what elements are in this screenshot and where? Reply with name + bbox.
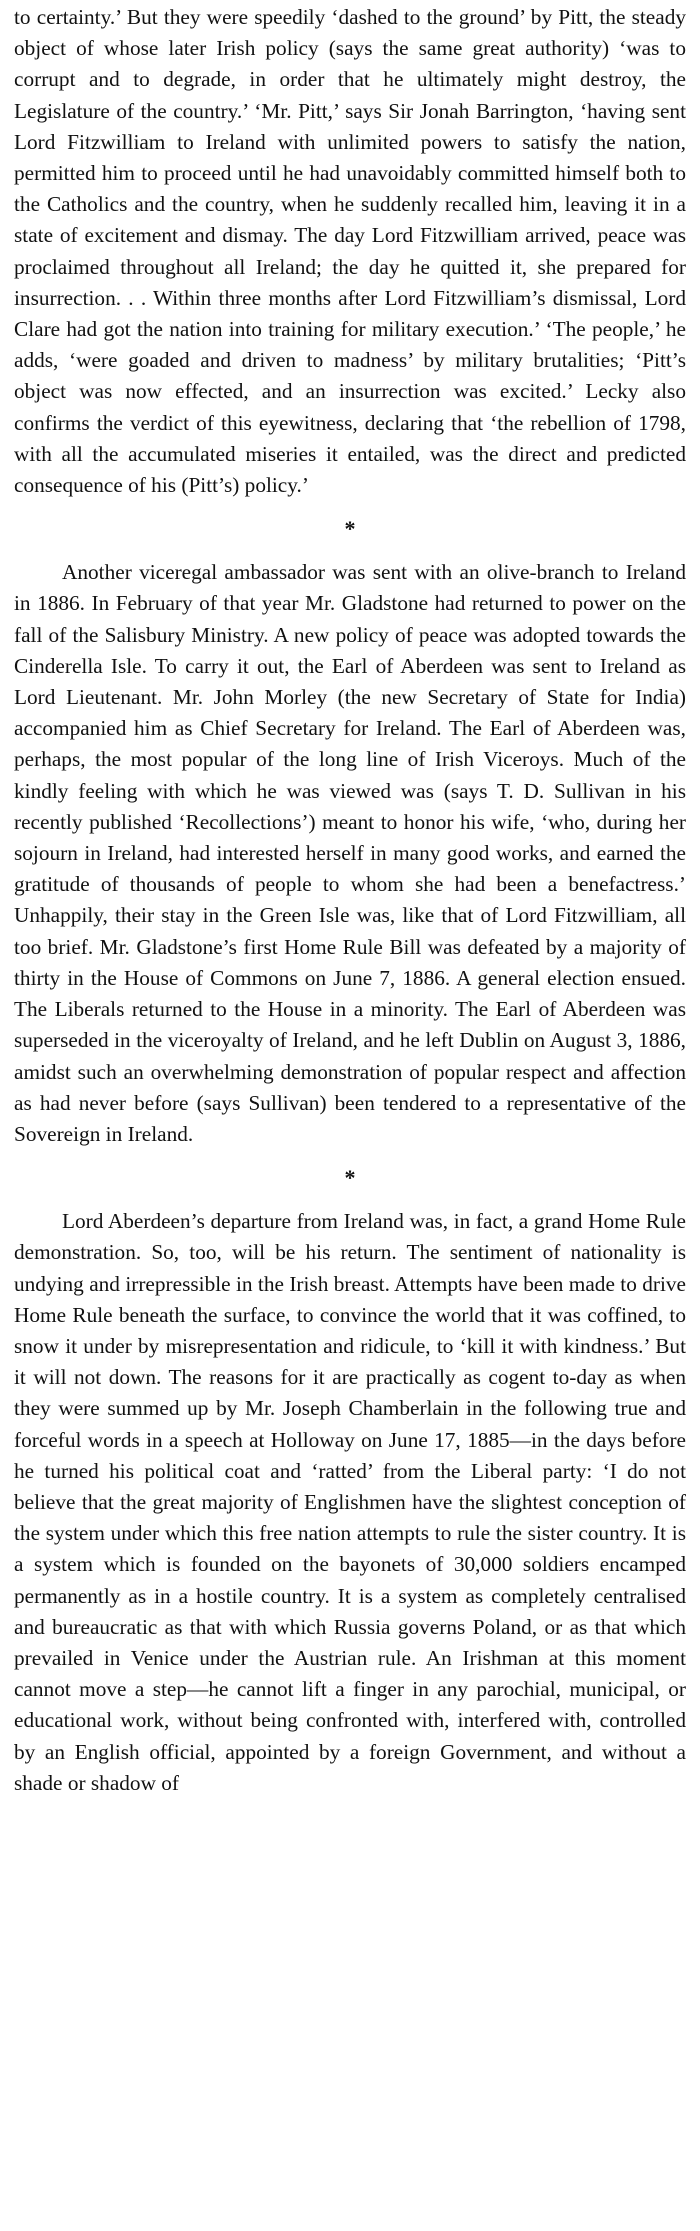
paragraph-aberdeen-1886: Another viceregal ambassador was sent with an olive-branch to Ireland in 1886. In February of that year Mr. Gladstone had returned to power on the fall of the Salisbury Ministry. A new policy of peace was adopted towards the Cinderella Isle. To carry it out, the Earl of Aberdeen was sent to Ireland as Lord Lieutenant. Mr. John Morley (the new Secretary of State for India) accompanied him as Chief Secretary for Ireland. The Earl of Aberdeen was, perhaps, the most popular of the long line of Irish Viceroys. Much of the kindly feeling with which he was viewed was (says T. D. Sullivan in his recently published ‘Recollections’) meant to honor his wife, ‘who, during her sojourn in Ireland, had interested herself in many good works, and earned the gratitude of thousands of people to whom she had been a benefactress.’ Unhappily, their stay in the Green Isle was, like that of Lord Fitzwilliam, all too brief. Mr. Gladstone’s first Home Rule Bill was defeated by a majority of thirty in the House of Commons on June 7, 1886. A general election ensued. The Liberals returned to the House in a minority. The Earl of Aberdeen was superseded in the viceroyalty of Ireland, and he left Dublin on August 3, 1886, amidst such an overwhelming demonstration of popular respect and affection as had never before (says Sullivan) been tendered to a representative of the Sovereign in Ireland.	[14, 560, 686, 1146]
paragraph-home-rule: Lord Aberdeen’s departure from Ireland was, in fact, a grand Home Rule demonstration. So, too, will be his return. The sentiment of nationality is undying and irrepressible in the Irish breast. Attempts have been made to drive Home Rule beneath the surface, to convince the world that it was coffined, to snow it under by misrepresentation and ridicule, to ‘kill it with kindness.’ But it will not down. The reasons for it are practically as cogent to-day as when they were summed up by Mr. Joseph Chamberlain in the following true and forceful words in a speech at Holloway on June 17, 1885—in the days before he turned his political coat and ‘ratted’ from the Liberal party: ‘I do not believe that the great majority of Englishmen have the slightest conception of the system under which this free nation attempts to rule the sister country. It is a system which is founded on the bayonets of 30,000 soldiers encamped permanently as in a hostile country. It is a system as completely centralised and bureaucratic as that with which Russia governs Poland, or as that which prevailed in Venice under the Austrian rule. An Irishman at this moment cannot move a step—he cannot lift a finger in any parochial, municipal, or educational work, without being confronted with, interfered with, controlled by an English official, appointed by a foreign Government, and without a shade or shadow of	[14, 1209, 686, 1795]
section-separator-asterisk: *	[344, 516, 356, 542]
section-separator-asterisk: *	[344, 1165, 356, 1191]
paragraph-pitt-policy: to certainty.’ But they were speedily ‘dashed to the ground’ by Pitt, the steady object of whose later Irish policy (says the same great authority) ‘was to corrupt and to degrade, in order that he ultimately might destroy, the Legislature of the country.’ ‘Mr. Pitt,’ says Sir Jonah Barrington, ‘having sent Lord Fitzwilliam to Ireland with unlimited powers to satisfy the nation, permitted him to proceed until he had unavoidably committed himself both to the Catholics and the country, when he suddenly recalled him, leaving it in a state of excitement and dismay. The day Lord Fitzwilliam arrived, peace was proclaimed throughout all Ireland; the day he quitted it, she prepared for insurrection. . . Within three months after Lord Fitzwilliam’s dismissal, Lord Clare had got the nation into training for military execution.’ ‘The people,’ he adds, ‘were goaded and driven to madness’ by military brutalities; ‘Pitt’s object was now effected, and an insurrection was excited.’ Lecky also confirms the verdict of this eyewitness, declaring that ‘the rebellion of 1798, with all the accumulated miseries it entailed, was the direct and predicted consequence of his (Pitt’s) policy.’	[14, 5, 686, 498]
